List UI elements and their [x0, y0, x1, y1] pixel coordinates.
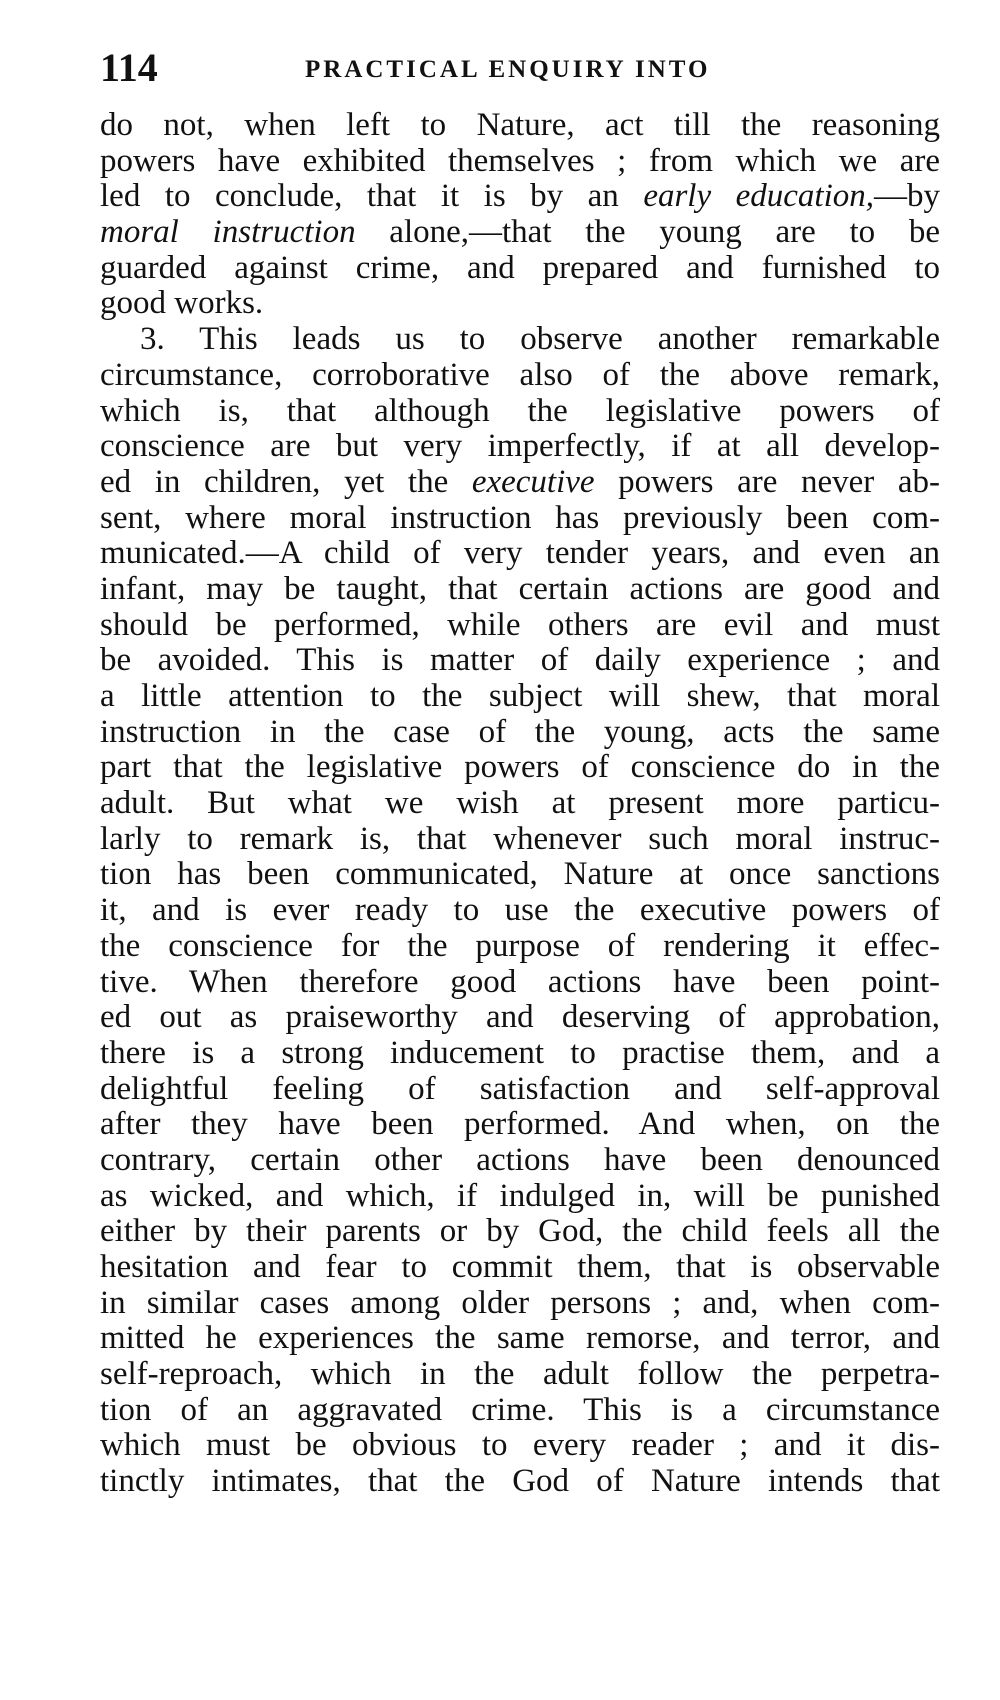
text-line: tion has been communicated, Nature at once sanctions	[100, 857, 940, 893]
italic-phrase: executive	[471, 464, 595, 500]
text-line: self-reproach, which in the adult follow the perpetra-	[100, 1357, 940, 1393]
page-number: 114	[100, 45, 158, 90]
text-line: sent, where moral instruction has previously been com-	[100, 500, 940, 536]
text-line: a little attention to the subject will shew, that moral	[100, 679, 940, 714]
text-line: contrary, certain other actions have been denounced	[100, 1142, 940, 1178]
text-line	[100, 215, 940, 251]
text-line: mitted he experiences the same remorse, and terror, and	[100, 1321, 940, 1357]
text-line: tive. When therefore good actions have been point-	[100, 964, 940, 1000]
text-line: should be performed, while others are evil and must	[100, 607, 940, 643]
text-line: in similar cases among older persons ; and, when com-	[100, 1285, 940, 1321]
text-line: ed out as praiseworthy and deserving of approbation,	[100, 1000, 940, 1036]
text-line: there is a strong inducement to practise them, and a	[100, 1035, 940, 1071]
text-line: do not, when left to Nature, act till the reasoning	[100, 108, 940, 143]
running-title: PRACTICAL ENQUIRY INTO	[305, 56, 711, 83]
text-segment: alone,—that the young are to be	[355, 215, 940, 251]
text-line: tion of an aggravated crime. This is a circumstance	[100, 1392, 940, 1428]
text-line: either by their parents or by God, the child feels all the	[100, 1214, 940, 1250]
text-line: after they have been performed. And when, on the	[100, 1107, 940, 1143]
text-line: hesitation and fear to commit them, that is observable	[100, 1250, 940, 1285]
italic-phrase: moral instruction	[100, 215, 356, 251]
text-line: the conscience for the purpose of rendering it effec-	[100, 928, 940, 964]
text-segment: led to conclude, that it is by an	[100, 179, 644, 215]
text-segment: —by	[874, 179, 940, 215]
text-segment: powers are never ab-	[594, 464, 940, 500]
text-line: which must be obvious to every reader ; and it dis-	[100, 1428, 940, 1464]
text-line	[100, 465, 940, 501]
body-text	[100, 108, 940, 1500]
text-line: instruction in the case of the young, acts the same	[100, 714, 940, 750]
text-line: guarded against crime, and prepared and furnished to	[100, 250, 940, 286]
text-line: good works.	[100, 286, 264, 322]
running-head	[100, 44, 940, 92]
text-line: be avoided. This is matter of daily experience ; and	[100, 643, 940, 679]
text-line: which is, that although the legislative powers of	[100, 393, 940, 429]
text-line: adult. But what we wish at present more particu-	[100, 786, 940, 822]
text-line: circumstance, corroborative also of the above remark,	[100, 357, 940, 393]
text-line: as wicked, and which, if indulged in, will be punished	[100, 1178, 940, 1214]
paragraph-start: 3. This leads us to observe another remarkable	[140, 322, 940, 358]
text-line: larly to remark is, that whenever such moral instruc-	[100, 821, 940, 857]
text-line: conscience are but very imperfectly, if at all develop-	[100, 429, 940, 465]
text-line: part that the legislative powers of conscience do in the	[100, 750, 940, 786]
text-line: tinctly intimates, that the God of Nature intends that	[100, 1464, 940, 1500]
text-line: municated.—A child of very tender years, and even an	[100, 536, 940, 572]
text-line: infant, may be taught, that certain actions are good and	[100, 571, 940, 607]
text-line: it, and is ever ready to use the executive powers of	[100, 893, 940, 929]
text-line: delightful feeling of satisfaction and self-approval	[100, 1071, 940, 1107]
italic-phrase: early education,	[643, 179, 874, 215]
text-line: powers have exhibited themselves ; from which we are	[100, 143, 940, 179]
text-segment: ed in children, yet the	[100, 464, 472, 500]
text-line	[100, 179, 940, 215]
